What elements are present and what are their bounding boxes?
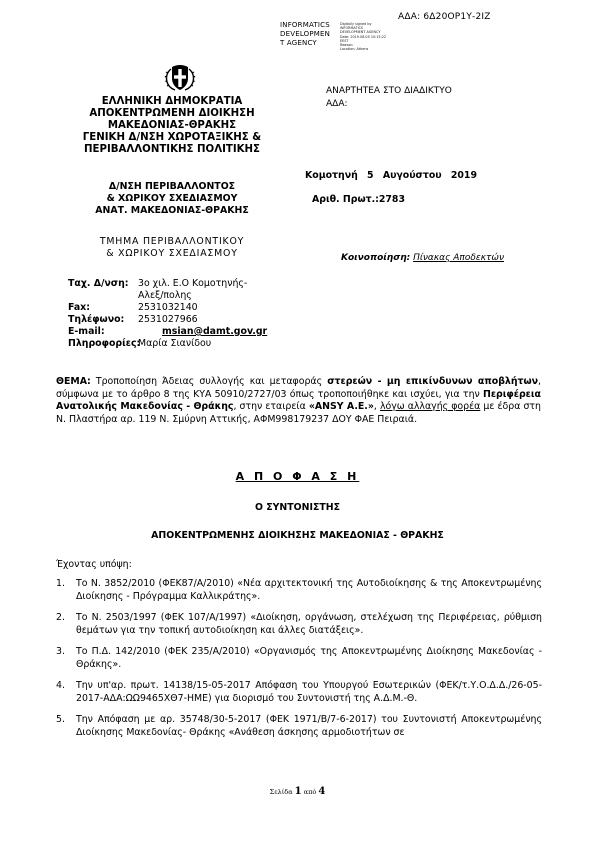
footer-middle: από xyxy=(303,788,317,796)
list-item-text: Το Ν. 2503/1997 (ΦΕΚ 107/Α/1997) «Διοίκηση, οργάνωση, στελέχωση της Περιφέρειας, ρύθμιση θεμάτων για την τοπική αυτοδιοίκηση και άλλες διατάξεις». xyxy=(76,612,542,636)
list-item xyxy=(56,713,542,739)
logo-word: INFORMATICS xyxy=(280,21,330,29)
document-date: Κομοτηνή 5 Αυγούστου 2019 xyxy=(305,170,477,181)
section-line: & ΧΩΡΙΚΟΥ ΣΧΕΔΙΑΣΜΟΥ xyxy=(106,248,238,259)
administration-title: ΑΠΟΚΕΝΤΡΩΜΕΝΗΣ ΔΙΟΙΚΗΣΗΣ ΜΑΚΕΔΟΝΙΑΣ - ΘΡΑΚΗΣ xyxy=(151,530,444,541)
list-item-number: 3. xyxy=(56,646,65,657)
contact-row xyxy=(68,302,278,314)
subject-bold: «ANSY A.E.» xyxy=(308,401,374,413)
header-line: ΕΛΛΗΝΙΚΗ ΔΗΜΟΚΡΑΤΙΑ xyxy=(101,96,243,107)
page-total: 4 xyxy=(318,786,326,797)
list-item-text: Την υπ'αρ. πρωτ. 14138/15-05-2017 Απόφαση του Υπουργού Εσωτερικών (ΦΕΚ/τ.Υ.Ο.Δ.Δ./26-05-2017-ΑΔΑ:ΩΩ9465ΧΘ7-ΗΜΕ) για διορισμό του Συντονιστή της Α.Δ.Μ.-Θ. xyxy=(76,680,542,704)
page-footer xyxy=(0,786,595,797)
contact-label: Ταχ. Δ/νση: xyxy=(68,278,129,289)
subject-text: με έδρα στη Ν. Πλαστήρα αρ. 119 Ν. Σμύρνη Αττικής, ΑΦΜ998179237 ΔΟΥ ΦΑΕ Πειραιά. xyxy=(56,401,541,425)
subject-text: , xyxy=(373,401,377,413)
signature-line: Location: Athens xyxy=(340,47,369,52)
email-link[interactable]: msian@damt.gov.gr xyxy=(162,326,268,337)
digital-signature-logo xyxy=(280,21,400,53)
contact-label: Fax: xyxy=(68,302,90,313)
koinopoiisi xyxy=(341,253,504,263)
signature-line: Digitally signed by xyxy=(340,22,372,26)
list-item xyxy=(56,645,542,671)
signature-line: EEST xyxy=(340,38,349,43)
logo-word: DEVELOPMEN xyxy=(280,30,331,38)
contact-value: Μαρία Σιανίδου xyxy=(138,338,212,349)
publication-ada: ΑΔΑ: xyxy=(326,99,348,109)
considerations-list xyxy=(56,577,542,747)
contact-label: Τηλέφωνο: xyxy=(68,314,125,325)
header-line: ΜΑΚΕΔΟΝΙΑΣ-ΘΡΑΚΗΣ xyxy=(107,120,237,131)
coordinator-title: Ο ΣΥΝΤΟΝΙΣΤΗΣ xyxy=(254,502,341,513)
header-line: ΠΕΡΙΒΑΛΛΟΝΤΙΚΗΣ ΠΟΛΙΤΙΚΗΣ xyxy=(84,144,260,155)
footer-prefix: Σελίδα xyxy=(269,788,293,796)
contact-row xyxy=(68,326,278,338)
list-item-number: 4. xyxy=(56,680,65,691)
contact-value: 3ο χιλ. Ε.Ο Κομοτηνής- xyxy=(138,278,248,289)
contact-value: 2531032140 xyxy=(138,302,198,313)
contact-label xyxy=(68,290,138,302)
subject-paragraph xyxy=(56,376,541,426)
protocol-number: Αριθ. Πρωτ.:2783 xyxy=(312,194,405,205)
department-line: & ΧΩΡΙΚΟΥ ΣΧΕΔΙΑΣΜΟΥ xyxy=(106,193,238,204)
koinopoiisi-label: Κοινοποίηση: xyxy=(341,253,411,263)
section-line: ΤΜΗΜΑ ΠΕΡΙΒΑΛΛΟΝΤΙΚΟΥ xyxy=(99,236,245,247)
page-number: 1 xyxy=(294,786,302,797)
subject-bold: Περιφέρεια Ανατολικής Μακεδονίας - Θράκης xyxy=(56,388,541,413)
contact-label: E-mail: xyxy=(68,326,105,337)
list-item xyxy=(56,611,542,637)
signature-line: Reason: xyxy=(340,43,354,48)
subject-bold: στερεών - μη επικίνδυνων αποβλήτων xyxy=(327,376,539,387)
greek-coat-of-arms-icon xyxy=(163,62,197,92)
publication-notice xyxy=(326,85,452,111)
contact-row xyxy=(68,338,278,350)
signature-line: INFORMATICS xyxy=(340,26,364,31)
contact-block xyxy=(68,278,278,350)
list-item-number: 5. xyxy=(56,714,65,725)
contact-value: Αλεξ/πολης xyxy=(138,290,192,301)
subject-label: ΘΕΜΑ: xyxy=(56,376,91,387)
subject-text: , στην εταιρεία xyxy=(233,401,306,413)
signature-details xyxy=(340,22,398,51)
section-header xyxy=(62,236,282,260)
logo-word: T AGENCY xyxy=(280,39,317,47)
list-item-text: Το Π.Δ. 142/2010 (ΦΕΚ 235/Α/2010) «Οργανισμός της Αποκεντρωμένης Διοίκησης Μακεδονίας - Θράκης». xyxy=(76,646,542,670)
contact-row xyxy=(68,314,278,326)
list-item-number: 1. xyxy=(56,578,65,589)
subject-underline: λόγω αλλαγής φορέα xyxy=(379,401,481,413)
list-item xyxy=(56,577,542,603)
signature-line: Date: 2019.08.05 10:15:22 xyxy=(340,34,387,39)
contact-value: 2531027966 xyxy=(138,314,198,325)
decision-title: Α Π Ο Φ Α Σ Η xyxy=(235,470,360,483)
header-line: ΑΠΟΚΕΝΤΡΩΜΕΝΗ ΔΙΟΙΚΗΣΗ xyxy=(89,108,255,119)
contact-row xyxy=(68,278,278,290)
contact-label: Πληροφορίες: xyxy=(68,338,141,349)
issuer-header xyxy=(62,96,282,156)
subject-text: , σύμφωνα με το άρθρο 8 της ΚΥΑ 50910/2727/03 όπως τροποποιήθηκε και ισχύει, για την xyxy=(56,376,542,400)
list-item xyxy=(56,679,542,705)
contact-row xyxy=(68,290,278,302)
department-header xyxy=(62,181,282,217)
list-item-text: Το Ν. 3852/2010 (ΦΕΚ87/Α/2010) «Νέα αρχιτεκτονική της Αυτοδιοίκησης & της Αποκεντρωμένης Διοίκησης - Πρόγραμμα Καλλικράτης». xyxy=(76,578,542,602)
department-line: ΑΝΑΤ. ΜΑΚΕΔΟΝΙΑΣ-ΘΡΑΚΗΣ xyxy=(95,205,249,216)
ada-code: ΑΔΑ: 6Δ20ΟΡ1Υ-2ΙΖ xyxy=(398,12,491,22)
publication-line: ΑΝΑΡΤΗΤΕΑ ΣΤΟ ΔΙΑΔΙΚΤΥΟ xyxy=(326,86,452,96)
list-item-text: Την Απόφαση με αρ. 35748/30-5-2017 (ΦΕΚ 1971/Β/7-6-2017) του Συντονιστή Αποκεντρωμένης Διοίκησης Μακεδονίας- Θράκης «Ανάθεση άσκησης αρμοδιοτήτων σε xyxy=(76,714,542,738)
department-line: Δ/ΝΣΗ ΠΕΡΙΒΑΛΛΟΝΤΟΣ xyxy=(108,181,236,192)
considering-heading: Έχοντας υπόψη: xyxy=(56,559,132,570)
signature-line: DEVELOPMENT AGENCY xyxy=(340,30,381,35)
subject-text: Τροποποίηση Άδειας συλλογής και μεταφοράς xyxy=(95,376,323,387)
list-item-number: 2. xyxy=(56,612,65,623)
header-line: ΓΕΝΙΚΗ Δ/ΝΣΗ ΧΩΡΟΤΑΞΙΚΗΣ & xyxy=(82,132,262,143)
recipients-link[interactable]: Πίνακας Αποδεκτών xyxy=(413,253,504,263)
